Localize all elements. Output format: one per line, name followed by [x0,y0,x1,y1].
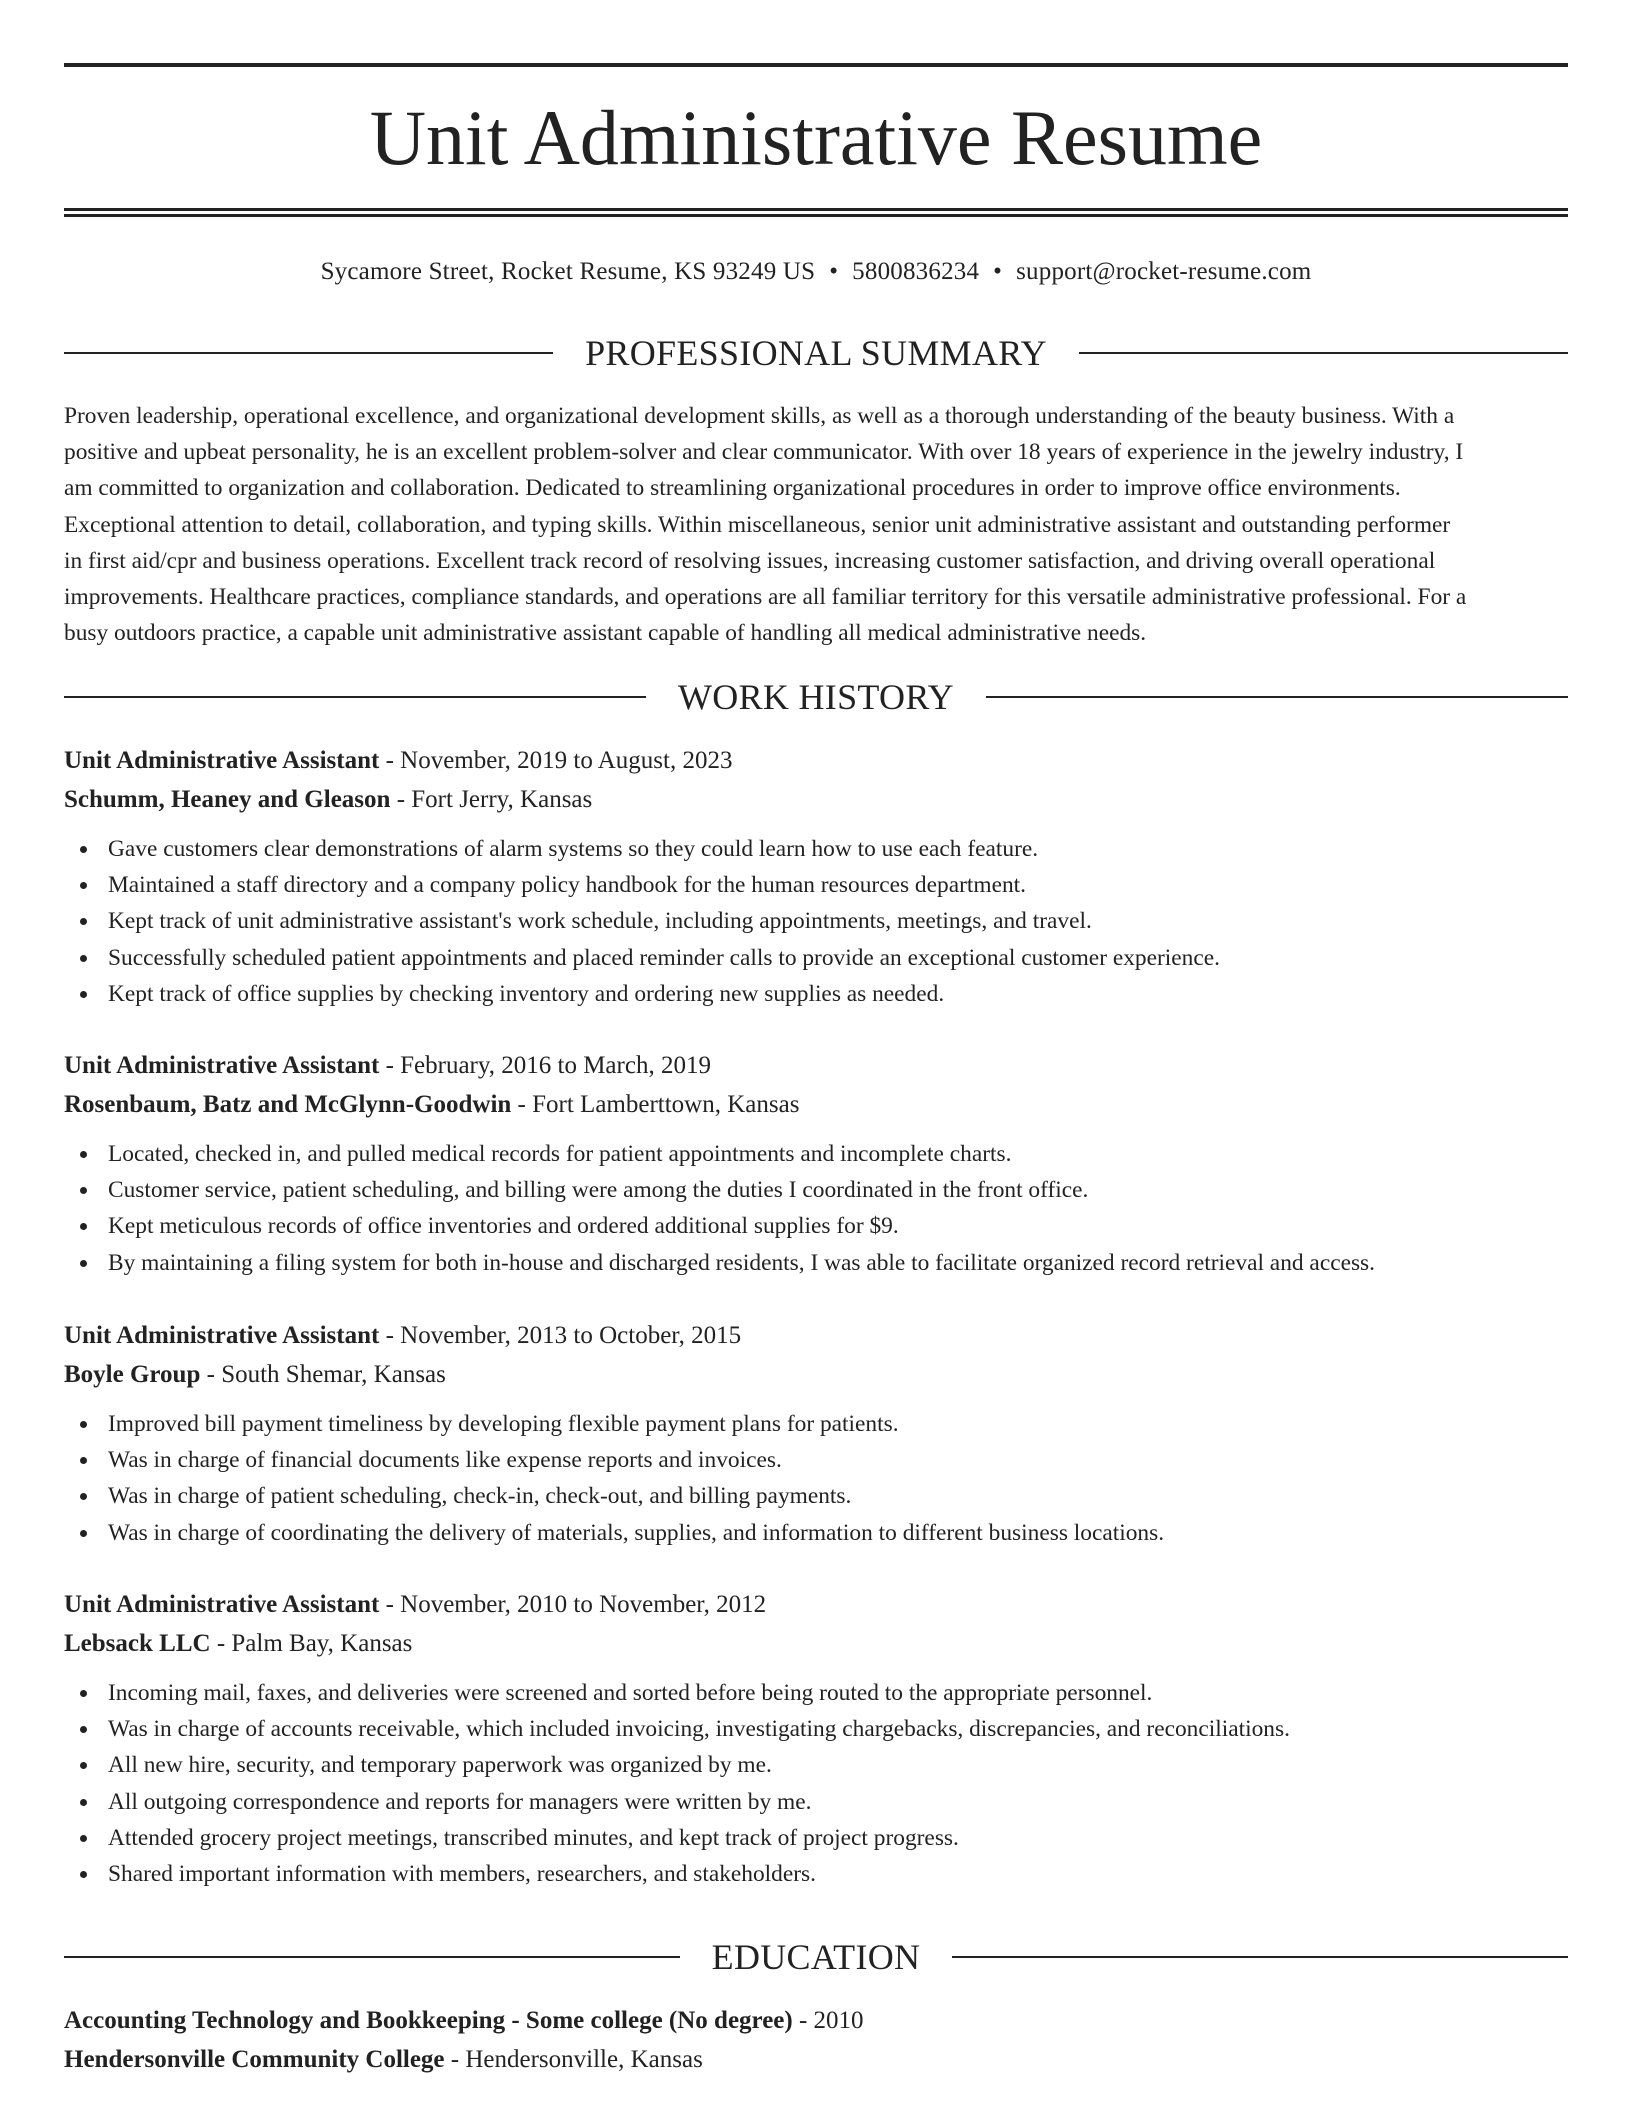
contact-email: support@rocket-resume.com [1016,258,1312,285]
job-company: Rosenbaum, Batz and McGlynn-Goodwin [64,1091,512,1118]
job-entry [64,741,1568,1012]
job-dates: - November, 2010 to November, 2012 [379,1591,767,1618]
contact-phone: 5800836234 [852,258,980,285]
section-header-work [64,675,1568,719]
job-dates: - November, 2019 to August, 2023 [379,747,733,774]
job-company: Boyle Group [64,1361,201,1388]
contact-line [64,255,1568,289]
list-item: All outgoing correspondence and reports for managers were written by me. [64,1784,1568,1820]
title-double-rule [64,208,1568,217]
job-title-line [64,1585,1568,1624]
job-title: Unit Administrative Assistant [64,1052,380,1079]
education-degree: Accounting Technology and Bookkeeping - Some college (No degree) [64,2007,793,2034]
job-bullets [64,831,1568,1012]
job-title-line [64,1316,1568,1355]
list-item: Was in charge of patient scheduling, check-in, check-out, and billing payments. [64,1478,1568,1514]
job-company-line [64,1085,1568,1124]
job-company-line [64,1624,1568,1663]
section-title-education: EDUCATION [711,1937,921,1977]
list-item: Located, checked in, and pulled medical records for patient appointments and incomplete charts. [64,1136,1568,1172]
education-school: Hendersonville Community College [64,2046,445,2073]
job-title: Unit Administrative Assistant [64,1322,380,1349]
professional-summary [64,398,1568,651]
section-header-education [64,1935,1568,1979]
list-item: Maintained a staff directory and a company policy handbook for the human resources department. [64,867,1568,903]
section-title-summary: PROFESSIONAL SUMMARY [585,333,1047,373]
job-dates: - November, 2013 to October, 2015 [379,1322,742,1349]
job-company: Schumm, Heaney and Gleason [64,786,391,813]
list-item: Successfully scheduled patient appointments and placed reminder calls to provide an exceptional customer experience. [64,940,1568,976]
section-rule-right [952,1956,1568,1958]
job-company: Lebsack LLC [64,1630,211,1657]
section-rule-left [64,696,646,698]
job-company-line [64,1355,1568,1394]
education-entry [64,2001,1568,2079]
job-location: - Palm Bay, Kansas [210,1630,413,1657]
job-title-line [64,741,1568,780]
list-item: Shared important information with members, researchers, and stakeholders. [64,1856,1568,1892]
job-bullets [64,1675,1568,1892]
job-dates: - February, 2016 to March, 2019 [379,1052,711,1079]
job-bullets [64,1136,1568,1281]
list-item: Was in charge of accounts receivable, which included invoicing, investigating chargebacks, discrepancies, and reconciliations. [64,1711,1568,1747]
job-location: - South Shemar, Kansas [200,1361,446,1388]
section-rule-left [64,1956,680,1958]
list-item: Kept track of office supplies by checking inventory and ordering new supplies as needed. [64,976,1568,1012]
job-bullets [64,1406,1568,1551]
summary-line: Proven leadership, operational excellence, and organizational development skills, as well as a thorough understanding of the beauty business. With a [64,403,1455,429]
contact-separator: • [829,258,839,285]
resume-title: Unit Administrative Resume [369,94,1263,181]
list-item: Was in charge of financial documents like expense reports and invoices. [64,1442,1568,1478]
section-rule-right [986,696,1568,698]
summary-line: busy outdoors practice, a capable unit administrative assistant capable of handling all medical administrative needs. [64,620,1147,647]
list-item: Incoming mail, faxes, and deliveries were screened and sorted before being routed to the appropriate personnel. [64,1675,1568,1711]
section-header-summary [64,331,1568,375]
job-title: Unit Administrative Assistant [64,747,380,774]
job-location: - Fort Lamberttown, Kansas [511,1091,800,1118]
list-item: Attended grocery project meetings, transcribed minutes, and kept track of project progress. [64,1820,1568,1856]
list-item: Customer service, patient scheduling, and billing were among the duties I coordinated in the front office. [64,1172,1568,1208]
top-rule [64,63,1568,67]
list-item: Improved bill payment timeliness by developing flexible payment plans for patients. [64,1406,1568,1442]
education-location: - Hendersonville, Kansas [444,2046,703,2073]
job-location: - Fort Jerry, Kansas [390,786,593,813]
contact-separator: • [993,258,1003,285]
list-item: All new hire, security, and temporary paperwork was organized by me. [64,1747,1568,1783]
job-title-line [64,1046,1568,1085]
summary-line: improvements. Healthcare practices, compliance standards, and operations are all familiar territory for this versatile administrative professional. For a [64,584,1467,611]
list-item: Kept meticulous records of office inventories and ordered additional supplies for $9. [64,1208,1568,1244]
list-item: Kept track of unit administrative assistant's work schedule, including appointments, meetings, and travel. [64,903,1568,939]
contact-address: Sycamore Street, Rocket Resume, KS 93249 US [320,258,816,285]
education-year: - 2010 [792,2007,864,2034]
summary-line: in first aid/cpr and business operations. Excellent track record of resolving issues, increasing customer satisfaction, and driving overall operational [64,547,1436,574]
job-title: Unit Administrative Assistant [64,1591,380,1618]
section-rule-right [1079,352,1568,354]
summary-line: Exceptional attention to detail, collaboration, and typing skills. Within miscellaneous, senior unit administrative assistant and outstanding performer [64,511,1451,538]
list-item: By maintaining a filing system for both in-house and discharged residents, I was able to facilitate organized record retrieval and access. [64,1245,1568,1281]
education-degree-line [64,2001,1568,2040]
section-rule-left [64,352,553,354]
job-company-line [64,780,1568,819]
section-title-work: WORK HISTORY [678,677,954,717]
list-item: Was in charge of coordinating the delivery of materials, supplies, and information to different business locations. [64,1515,1568,1551]
job-entry [64,1046,1568,1281]
summary-line: am committed to organization and collaboration. Dedicated to streamlining organizational procedures in order to improve office environments. [64,475,1401,502]
job-entry [64,1316,1568,1551]
job-entry [64,1585,1568,1892]
summary-line: positive and upbeat personality, he is an excellent problem-solver and clear communicator. With over 18 years of experience in the jewelry industry, I [64,439,1464,466]
list-item: Gave customers clear demonstrations of alarm systems so they could learn how to use each feature. [64,831,1568,867]
education-school-line [64,2040,1568,2079]
